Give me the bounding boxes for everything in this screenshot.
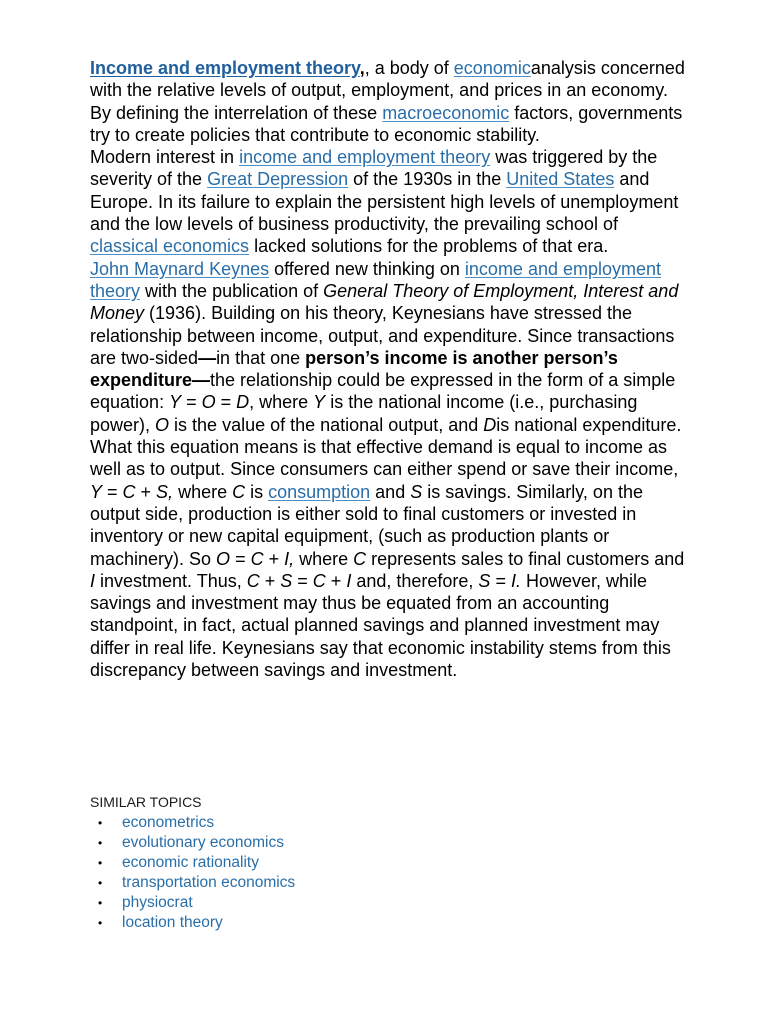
text: investment. Thus,	[95, 570, 247, 591]
paragraph-intro	[90, 57, 688, 146]
bullet-icon: •	[98, 876, 103, 890]
bullet-icon: •	[98, 836, 103, 850]
text: lacked solutions for the problems of that era.	[249, 236, 609, 257]
equation-var: O	[201, 392, 216, 413]
link-economic[interactable]: economic	[453, 58, 531, 78]
link-john-maynard-keynes[interactable]: John Maynard Keynes	[90, 258, 270, 279]
text: +	[325, 570, 347, 591]
paragraph-modern-interest	[90, 146, 688, 257]
text: represents sales to final customers and	[366, 548, 685, 569]
topic-link-econometrics[interactable]: econometrics	[122, 814, 215, 831]
text: =	[102, 481, 123, 502]
equation-var: I.	[510, 570, 521, 591]
list-item	[90, 873, 295, 893]
list-item	[90, 833, 295, 853]
equation-var: I	[90, 570, 96, 591]
text: (1936). Building on his theory, Keynesians have stressed the relationship between income, output, and expenditure. Since transactions are two-sided	[90, 303, 675, 368]
em-dash: —	[198, 347, 217, 368]
title-comma: ,	[359, 58, 365, 78]
text: =	[230, 548, 251, 569]
equation-var: S	[280, 570, 293, 591]
text: =	[490, 570, 511, 591]
text: in that one	[216, 347, 306, 368]
text: and	[370, 481, 411, 502]
similar-topics-list	[90, 813, 295, 933]
topic-link-location-theory[interactable]: location theory	[122, 914, 223, 931]
book-title: General Theory of Employment, Interest and Money	[90, 280, 679, 324]
text: offered new thinking on	[269, 258, 465, 279]
link-income-employment-theory-2[interactable]: income and employment theory	[90, 258, 662, 301]
text: is national expenditure. What this equation means is that effective demand is equal to income as well as to output. Since consumers can either spend or save their income,	[90, 414, 682, 480]
text: factors, governments try to create policies that contribute to economic stability.	[90, 102, 683, 145]
text: +	[259, 570, 281, 591]
topic-link-evolutionary-economics[interactable]: evolutionary economics	[122, 834, 284, 851]
text: where	[173, 481, 233, 502]
text: +	[263, 548, 285, 569]
equation-var: C	[232, 481, 246, 502]
link-macroeconomic[interactable]: macroeconomic	[382, 102, 510, 123]
text: , where	[249, 392, 314, 413]
similar-topics-heading: SIMILAR TOPICS	[90, 794, 202, 810]
equation-var: D	[236, 392, 250, 413]
text: with the publication of	[140, 280, 324, 301]
topic-link-economic-rationality[interactable]: economic rationality	[122, 854, 259, 871]
equation-var: Y	[90, 481, 103, 502]
equation-var: O	[216, 548, 231, 569]
list-item	[90, 813, 295, 833]
equation-var: S,	[156, 481, 174, 502]
text: However, while savings and investment may thus be equated from an accounting standpoint, in fact, actual planned savings and planned investment may differ in real life. Keynesians say that economic instability stems from this discrepancy between savings and investment.	[90, 570, 671, 681]
link-classical-economics[interactable]: classical economics	[90, 236, 250, 257]
title-link-income-employment-theory[interactable]: Income and employment theory	[90, 58, 360, 78]
text: =	[292, 570, 313, 591]
bullet-icon: •	[98, 856, 103, 870]
text: Modern interest in	[90, 147, 240, 168]
topic-link-physiocrat[interactable]: physiocrat	[122, 894, 193, 911]
text: is	[245, 481, 269, 502]
text: of the 1930s in the	[348, 169, 507, 190]
equation-var: S	[410, 481, 423, 502]
bullet-icon: •	[98, 816, 103, 830]
equation-var: D	[483, 414, 497, 435]
equation-var: C	[312, 570, 326, 591]
paragraph-keynes	[90, 258, 688, 682]
text: and Europe. In its failure to explain the persistent high levels of unemployment and the low levels of business productivity, the prevailing school of	[90, 169, 679, 235]
text: , a body of	[364, 58, 454, 78]
equation-var: I,	[284, 548, 295, 569]
text: and, therefore,	[351, 570, 479, 591]
text: was triggered by the severity of the	[90, 147, 658, 190]
equation-var: C	[353, 548, 367, 569]
equation-var: Y	[313, 392, 326, 413]
link-united-states[interactable]: United States	[506, 169, 615, 190]
link-great-depression[interactable]: Great Depression	[207, 169, 349, 190]
list-item	[90, 893, 295, 913]
topic-link-transportation-economics[interactable]: transportation economics	[122, 874, 296, 891]
bullet-icon: •	[98, 916, 103, 930]
text: =	[215, 392, 237, 413]
equation-var: I	[346, 570, 352, 591]
text: =	[181, 392, 202, 413]
equation-var: C	[250, 548, 264, 569]
text: is savings. Similarly, on the output side, production is either sold to final customers or invested in inventory or new capital equipment, (such as production plants or machinery). So	[90, 481, 643, 569]
equation-var: Y	[169, 392, 182, 413]
equation-var: C	[246, 570, 260, 591]
text: +	[135, 481, 157, 502]
equation-var: S	[478, 570, 491, 591]
list-item	[90, 913, 295, 933]
bullet-icon: •	[98, 896, 103, 910]
link-consumption[interactable]: consumption	[268, 481, 371, 502]
text: the relationship could be expressed in the form of a simple equation:	[90, 370, 676, 413]
equation-var: C	[122, 481, 136, 502]
text: where	[294, 548, 354, 569]
article-body	[90, 57, 688, 681]
text: analysis concerned with the relative levels of output, employment, and prices in an economy. By defining the interrelation of these	[90, 58, 685, 123]
bold-phrase: person’s income is another person’s expenditure—	[90, 347, 618, 391]
text: is the national income (i.e., purchasing power),	[90, 392, 638, 435]
equation-var: O	[155, 414, 170, 435]
list-item	[90, 853, 295, 873]
link-income-employment-theory[interactable]: income and employment theory	[239, 147, 491, 168]
text: is the value of the national output, and	[169, 414, 484, 435]
